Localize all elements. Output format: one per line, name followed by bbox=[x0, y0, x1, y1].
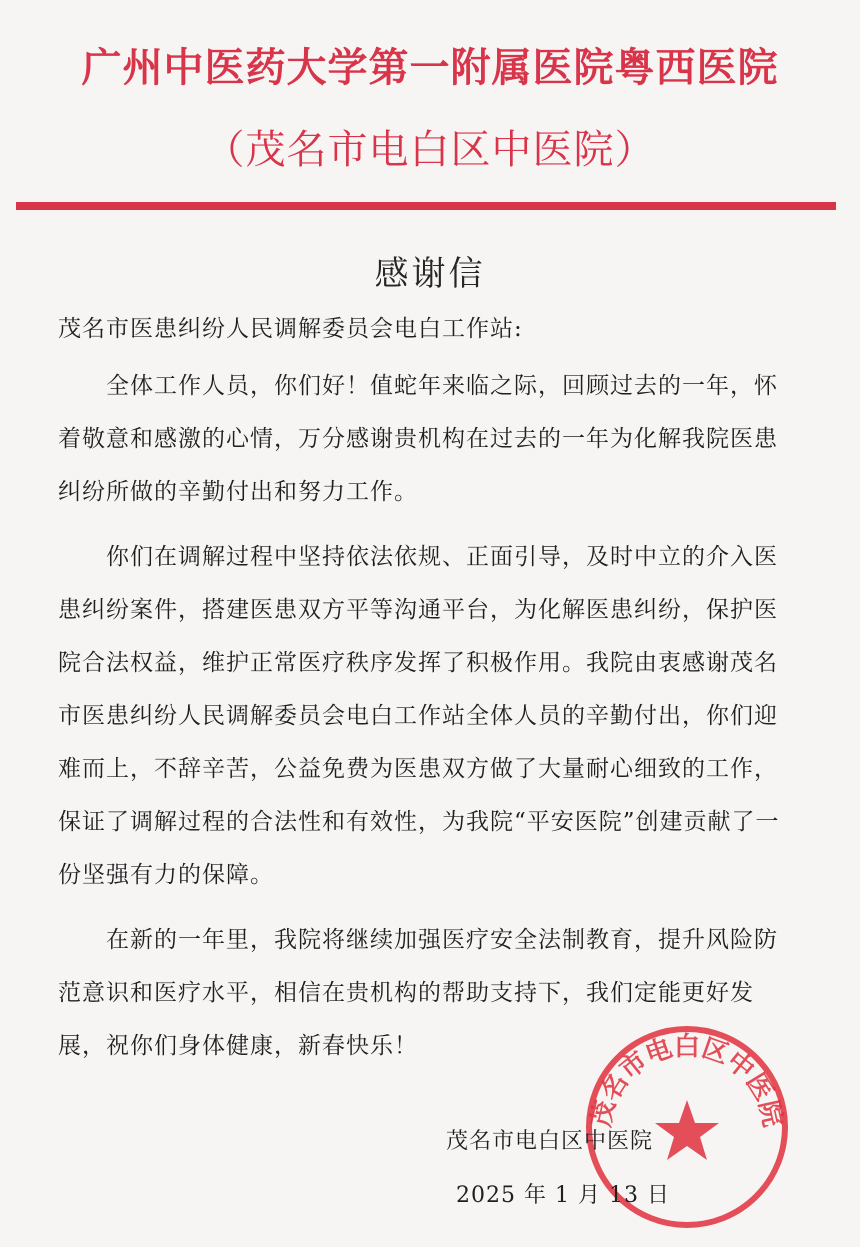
letterhead-divider bbox=[16, 202, 836, 210]
letter-body bbox=[58, 360, 798, 1085]
letter-paragraph: 全体工作人员，你们好！值蛇年来临之际，回顾过去的一年，怀着敬意和感激的心情，万分感谢贵机构在过去的一年为化解我院医患纠纷所做的辛勤付出和努力工作。 bbox=[58, 373, 778, 505]
letter-date: 2025 年 1 月 13 日 bbox=[456, 1183, 670, 1208]
letter-title: 感谢信 bbox=[374, 254, 486, 294]
letterhead-hospital-alias: （茂名市电白区中医院） bbox=[204, 127, 656, 173]
letter-paragraph: 你们在调解过程中坚持依法依规、正面引导，及时中立的介入医患纠纷案件，搭建医患双方平等沟通平台，为化解医患纠纷，保护医院合法权益，维护正常医疗秩序发挥了积极作用。我院由衷感谢茂名市医患纠纷人民调解委员会电白工作站全体人员的辛勤付出，你们迎难而上，不辞辛苦，公益免费为医患双方做了大量耐心细致的工作，保证了调解过程的合法性和有效性，为我院“平安医院”创建贡献了一份坚强有力的保障。 bbox=[58, 544, 780, 888]
letterhead-hospital-name: 广州中医药大学第一附属医院粤西医院 bbox=[81, 44, 779, 91]
svg-text:茂名市电白区中医院: 茂名市电白区中医院 bbox=[586, 1032, 788, 1130]
letter-salutation: 茂名市医患纠纷人民调解委员会电白工作站: bbox=[58, 316, 523, 342]
letter-paragraph: 在新的一年里，我院将继续加强医疗安全法制教育，提升风险防范意识和医疗水平，相信在贵机构的帮助支持下，我们定能更好发展，祝你们身体健康，新春快乐！ bbox=[58, 927, 778, 1059]
letter-signature: 茂名市电白区中医院 bbox=[446, 1129, 654, 1154]
